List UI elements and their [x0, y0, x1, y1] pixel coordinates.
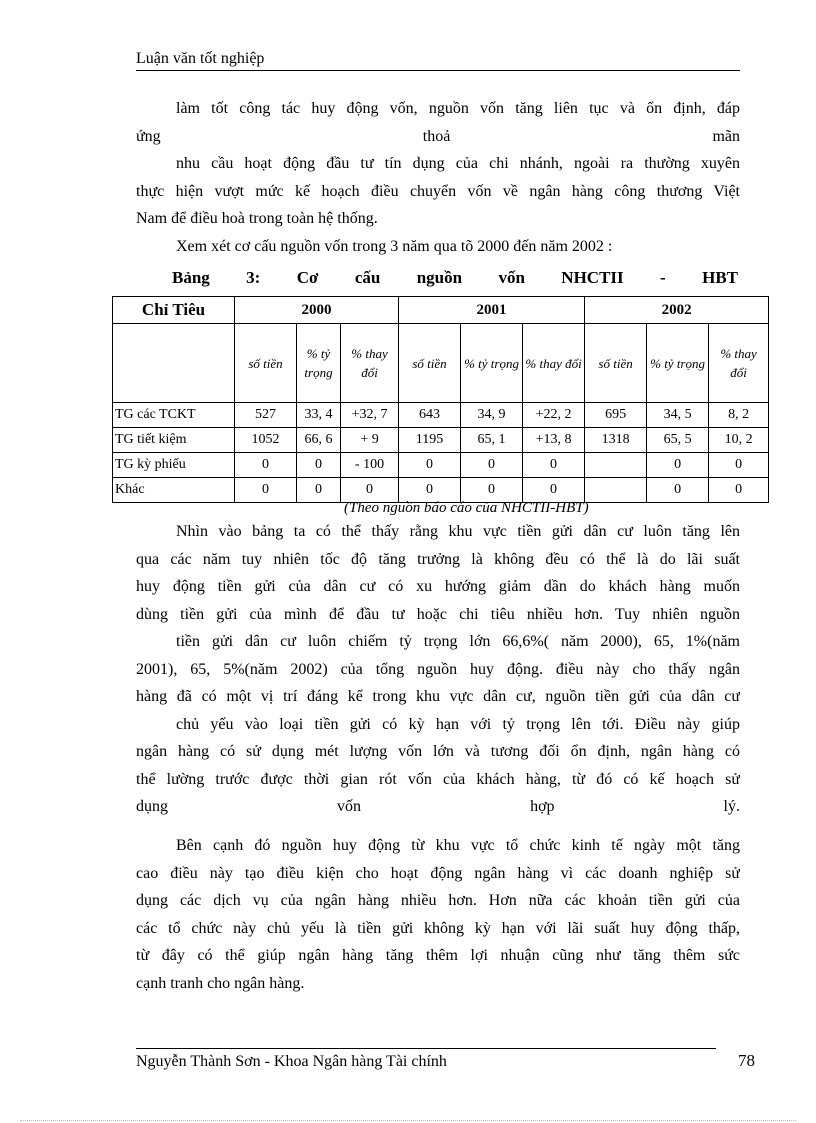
- table-cell: [585, 453, 647, 478]
- text-line: ngân hàng có sử dụng mét lượng vốn lớn và tương đối ổn định, ngân hàng có: [136, 743, 740, 760]
- text-line: 2001), 65, 5%(năm 2002) của tổng nguồn huy động. điều này cho thấy ngân: [136, 660, 740, 678]
- text-line: hàng đã có một vị trí đáng kể trong khu vực dân cư, nguồn tiền gửi của dân cư: [136, 688, 740, 705]
- table-cell: 0: [399, 478, 461, 503]
- footer-author: Nguyễn Thành Sơn - Khoa Ngân hàng Tài chính: [136, 1053, 447, 1070]
- header-chi-tieu: Chỉ Tiêu: [113, 297, 235, 324]
- subheader-cell: % tỷ trọng: [647, 324, 709, 403]
- text-line: cạnh tranh cho ngân hàng.: [136, 974, 305, 992]
- table-cell: 0: [235, 478, 297, 503]
- subheader-cell: số tiền: [585, 324, 647, 403]
- header-year: 2002: [585, 297, 769, 324]
- table-cell: +32, 7: [341, 403, 399, 428]
- table-cell: 0: [709, 453, 769, 478]
- table-row: [113, 453, 769, 478]
- table-cell: 66, 6: [297, 428, 341, 453]
- table-cell: 65, 5: [647, 428, 709, 453]
- text-line: dụng các dịch vụ của ngân hàng nhiều hơn. Hơn nữa các khoản tiền gửi của: [136, 892, 740, 909]
- table-cell: 0: [297, 453, 341, 478]
- table-source: (Theo nguồn báo cáo của NHCTII-HBT): [344, 500, 589, 516]
- table-row: [113, 478, 769, 503]
- table-cell: 10, 2: [709, 428, 769, 453]
- text-line: cao điều này tạo điều kiện cho hoạt động ngân hàng vì các doanh nghiệp sử: [136, 864, 740, 882]
- paragraph-analysis: [136, 518, 740, 821]
- table-cell: +13, 8: [523, 428, 585, 453]
- page-number: 78: [738, 1051, 755, 1070]
- table-cell: 34, 9: [461, 403, 523, 428]
- text-line: Nhìn vào bảng ta có thể thấy rằng khu vực tiền gửi dân cư luôn tăng lên: [176, 523, 740, 540]
- table-cell: 1052: [235, 428, 297, 453]
- row-label: TG tiết kiệm: [113, 428, 235, 453]
- text-line: huy động tiền gửi của dân cư có xu hướng giảm dần do khách hàng muốn: [136, 578, 740, 595]
- subheader-cell: % tỷ trọng: [461, 324, 523, 403]
- page-header: [136, 50, 740, 71]
- text-line: chủ yếu vào loại tiền gửi có kỳ hạn với tỷ trọng lên tới. Điều này giúp: [176, 715, 740, 733]
- text-line: thể lường trước được thời gian rót vốn của khách hàng, từ đó có kế hoạch sử: [136, 770, 740, 788]
- text-line: từ đây có thể giúp ngân hàng tăng thêm lợi nhuận cũng như tăng thêm sức: [136, 947, 740, 964]
- row-label: TG các TCKT: [113, 403, 235, 428]
- row-label: TG kỳ phiếu: [113, 453, 235, 478]
- table-row: [113, 403, 769, 428]
- text-line: qua các năm tuy nhiên tốc độ tăng trưởng là không đều có thể là do lãi suất: [136, 550, 740, 568]
- table-cell: 8, 2: [709, 403, 769, 428]
- table-cell: 0: [709, 478, 769, 503]
- subheader-cell: % thay đổi: [523, 324, 585, 403]
- text-line: Xem xét cơ cấu nguồn vốn trong 3 năm qua tõ 2000 đến năm 2002 :: [176, 237, 613, 255]
- table-cell: 0: [399, 453, 461, 478]
- table-cell: 0: [461, 478, 523, 503]
- text-line: thực hiện vượt mức kế hoạch điều chuyển vốn về ngân hàng công thương Việt: [136, 182, 740, 200]
- text-line: Bên cạnh đó nguồn huy động từ khu vực tổ chức kinh tế ngày một tăng: [176, 837, 740, 854]
- table-title: Bảng 3: Cơ cấu nguồn vốn NHCTII - HBT: [172, 268, 738, 287]
- text-line: tiền gửi dân cư luôn chiếm tỷ trọng lớn 66,6%( năm 2000), 65, 1%(năm: [176, 633, 740, 650]
- table-subheader-row: [113, 324, 769, 403]
- text-line: các tổ chức này chủ yếu là tiền gửi không kỳ hạn với lãi suất huy động thấp,: [136, 919, 740, 937]
- table-cell: 34, 5: [647, 403, 709, 428]
- subheader-cell: số tiền: [399, 324, 461, 403]
- table-cell: +22, 2: [523, 403, 585, 428]
- page-edge-dots: [20, 1120, 796, 1121]
- table-cell: - 100: [341, 453, 399, 478]
- text-line: làm tốt công tác huy động vốn, nguồn vốn tăng liên tục và ổn định, đáp: [176, 100, 740, 117]
- table-cell: 695: [585, 403, 647, 428]
- paragraph-economic-orgs: [136, 832, 740, 997]
- subheader-cell: số tiền: [235, 324, 297, 403]
- footer-divider: [136, 1048, 716, 1049]
- table-row: [113, 428, 769, 453]
- text-line: nhu cầu hoạt động đầu tư tín dụng của chi nhánh, ngoài ra thường xuyên: [176, 155, 740, 172]
- table-cell: 0: [461, 453, 523, 478]
- text-line: Nam để điều hoà trong toàn hệ thống.: [136, 210, 378, 227]
- table-cell: 0: [523, 453, 585, 478]
- table-cell: 527: [235, 403, 297, 428]
- subheader-cell: % thay đổi: [341, 324, 399, 403]
- empty-cell: [113, 324, 235, 403]
- subheader-cell: % thay đổi: [709, 324, 769, 403]
- table-header-row: [113, 297, 769, 324]
- table-cell: 65, 1: [461, 428, 523, 453]
- capital-structure-table: [112, 296, 769, 503]
- table-cell: 0: [647, 453, 709, 478]
- header-year: 2000: [235, 297, 399, 324]
- text-line: dùng tiền gửi của mình để đầu tư hoặc chi tiêu nhiều hơn. Tuy nhiên nguồn: [136, 605, 740, 623]
- header-year: 2001: [399, 297, 585, 324]
- table-cell: 33, 4: [297, 403, 341, 428]
- table-cell: 0: [647, 478, 709, 503]
- table-cell: 643: [399, 403, 461, 428]
- table-cell: 0: [523, 478, 585, 503]
- header-title: Luận văn tốt nghiệp: [136, 50, 265, 67]
- table-cell: 0: [235, 453, 297, 478]
- table-cell: 1318: [585, 428, 647, 453]
- table-cell: 1195: [399, 428, 461, 453]
- table-cell: [585, 478, 647, 503]
- table-cell: 0: [341, 478, 399, 503]
- text-line: dụng vốn hợp lý.: [136, 798, 740, 815]
- table-cell: + 9: [341, 428, 399, 453]
- text-line: ứng thoả mãn: [136, 127, 740, 145]
- paragraph-intro: [136, 95, 740, 260]
- row-label: Khác: [113, 478, 235, 503]
- subheader-cell: % tỷ trọng: [297, 324, 341, 403]
- table-cell: 0: [297, 478, 341, 503]
